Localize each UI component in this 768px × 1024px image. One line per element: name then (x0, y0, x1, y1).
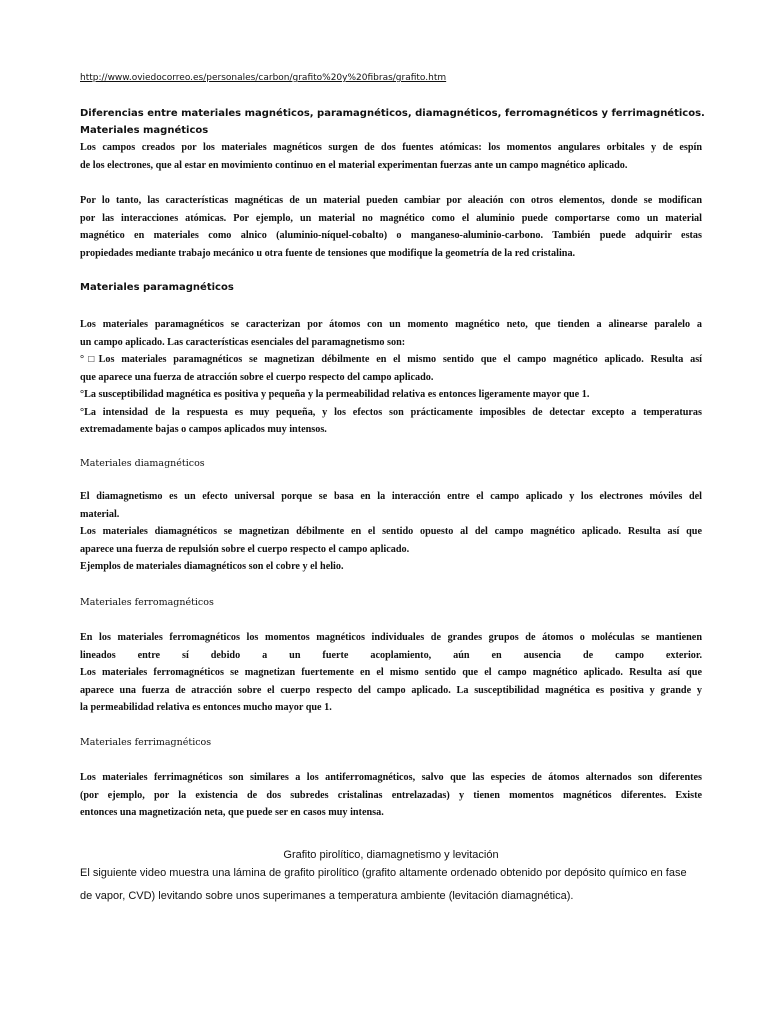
magnetic-paragraph-1 (80, 139, 702, 174)
text-line: por las interacciones atómicas. Por ejemplo, un material no magnético como el aluminio puede comportarse como un material (80, 212, 702, 224)
text-line: °□Los materiales paramagnéticos se magnetizan débilmente en el mismo sentido que el campo magnético aplicado. Resulta así (80, 354, 702, 365)
text-line: de los electrones, que al estar en movimiento continuo en el material experimentan fuerzas ante un campo magnético aplicado. (80, 159, 628, 171)
text-line: entonces una magnetización neta, que puede ser en casos muy intensa. (80, 807, 384, 818)
diamagnetic-paragraph (80, 488, 702, 576)
text-line: aparece una fuerza de repulsión sobre el cuerpo respecto el campo aplicado. (80, 543, 410, 555)
text-line: Los materiales ferrimagnéticos son similares a los antiferromagnéticos, salvo que las especies de átomos alternados son diferentes (80, 772, 702, 783)
text-line: Los campos creados por los materiales magnéticos surgen de dos fuentes atómicas: los momentos angulares orbitales y de espín (80, 142, 702, 153)
paramagnetic-paragraph (80, 316, 702, 439)
text-line: aparece una fuerza de atracción sobre el cuerpo respecto del campo aplicado. La susceptibilidad magnética es positiva y grande y (80, 684, 702, 696)
paramagnetic-heading: Materiales paramagnéticos (80, 282, 234, 293)
magnetic-heading: Materiales magnéticos (80, 125, 209, 136)
text-line: la permeabilidad relativa es entonces mucho mayor que 1. (80, 702, 332, 713)
text-line: extremadamente bajas o campos aplicados muy intensos. (80, 424, 327, 435)
main-heading: Diferencias entre materiales magnéticos, paramagnéticos, diamagnéticos, ferromagnéticos y ferrimagnéticos. (80, 108, 705, 119)
text-line: de vapor, CVD) levitando sobre unos superimanes a temperatura ambiente (levitación diamagnética). (80, 890, 574, 902)
text-line: Por lo tanto, las características magnéticas de un material pueden cambiar por aleación con otros elementos, donde se modifican (80, 195, 702, 206)
text-line: material. (80, 508, 120, 520)
text-line: °La intensidad de la respuesta es muy pequeña, y los efectos son prácticamente imposibles de detectar excepto a temperaturas (80, 406, 702, 418)
source-url-link[interactable]: http://www.oviedocorreo.es/personales/carbon/grafito%20y%20fibras/grafito.htm (80, 73, 447, 83)
graphite-paragraph (80, 862, 720, 908)
text-line: lineados entre sí debido a un fuerte acoplamiento, aún en ausencia de campo exterior. (80, 649, 702, 661)
text-line: °La susceptibilidad magnética es positiva y pequeña y la permeabilidad relativa es entonces ligeramente mayor que 1. (80, 389, 590, 400)
text-line: Ejemplos de materiales diamagnéticos son el cobre y el helio. (80, 561, 344, 572)
text-line: propiedades mediante trabajo mecánico u otra fuente de tensiones que modifique la geometría de la red cristalina. (80, 247, 576, 259)
text-line: (por ejemplo, por la existencia de dos subredes cristalinas entrelazadas) y tienen momentos magnéticos diferentes. Existe (80, 789, 702, 801)
ferromagnetic-paragraph (80, 629, 702, 717)
text-line: Los materiales ferromagnéticos se magnetizan fuertemente en el mismo sentido que el campo magnético aplicado. Resulta así que (80, 667, 702, 678)
text-line: Los materiales diamagnéticos se magnetizan débilmente en el sentido opuesto al del campo magnético aplicado. Resulta así que (80, 526, 702, 537)
ferrimagnetic-heading: Materiales ferrimagnéticos (80, 737, 212, 748)
text-line: El diamagnetismo es un efecto universal porque se basa en la interacción entre el campo aplicado y los electrones móviles del (80, 491, 702, 502)
text-line: El siguiente video muestra una lámina de grafito pirolítico (grafito altamente ordenado obtenido por depósito químico en fase (80, 867, 687, 879)
diamagnetic-heading: Materiales diamagnéticos (80, 458, 205, 469)
text-line: En los materiales ferromagnéticos los momentos magnéticos individuales de grandes grupos de átomos o moléculas se mantienen (80, 632, 702, 643)
text-line: un campo aplicado. Las características esenciales del paramagnetismo son: (80, 336, 406, 348)
text-line: que aparece una fuerza de atracción sobre el cuerpo respecto del campo aplicado. (80, 371, 434, 383)
graphite-heading: Grafito pirolítico, diamagnetismo y levitación (283, 849, 499, 861)
ferromagnetic-heading: Materiales ferromagnéticos (80, 597, 214, 608)
text-line: magnético en materiales como alnico (aluminio-níquel-cobalto) o manganeso-aluminio-carbono. También puede adquirir estas (80, 230, 702, 241)
magnetic-paragraph-2 (80, 192, 702, 262)
text-line: Los materiales paramagnéticos se caracterizan por átomos con un momento magnético neto, que tienden a alinearse paralelo a (80, 319, 702, 330)
ferrimagnetic-paragraph (80, 769, 702, 822)
